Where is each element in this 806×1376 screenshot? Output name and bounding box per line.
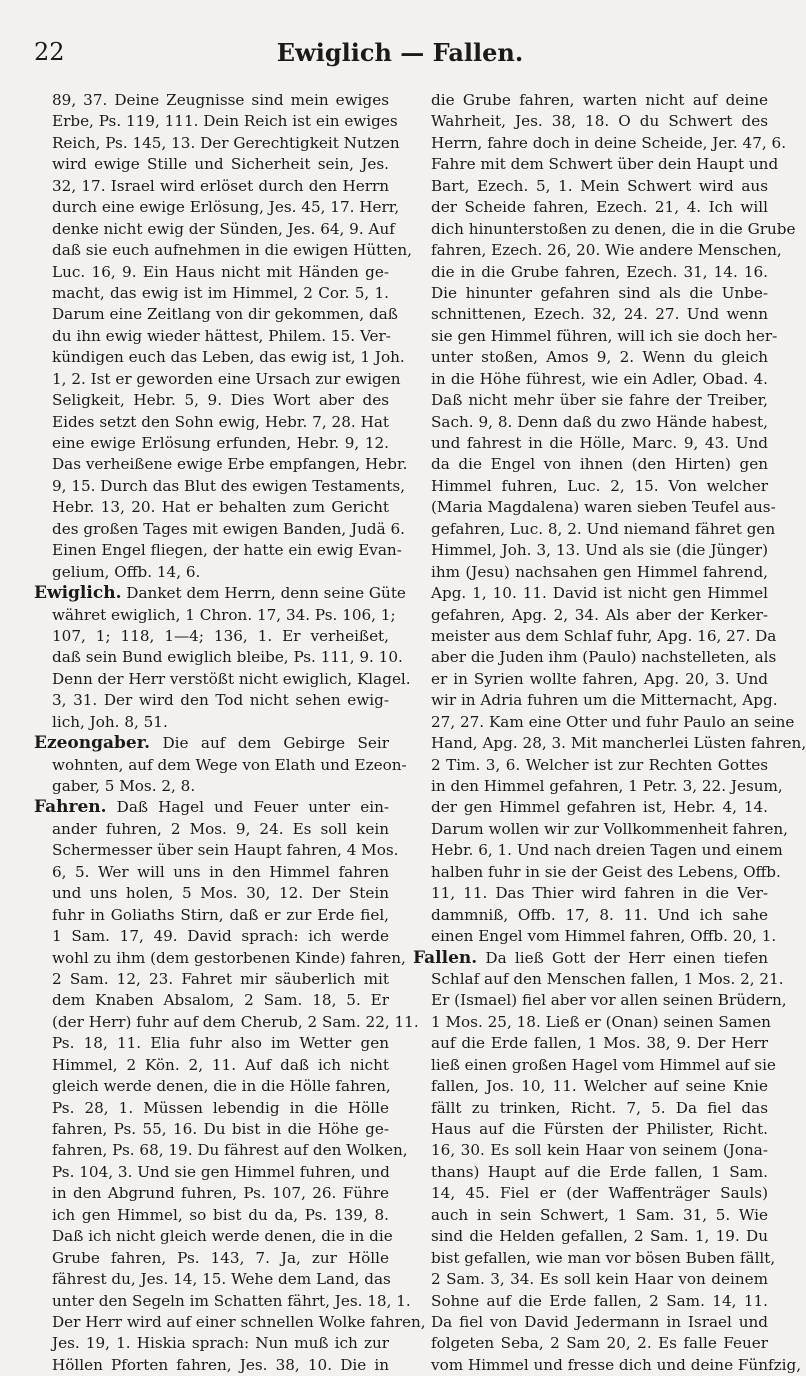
line-text: Himmel, 2 Kön. 2, 11. Auf daß ich nicht	[52, 1055, 389, 1074]
text-line	[34, 347, 405, 368]
line-text: 1 Mos. 25, 18. Ließ er (Onan) seinen Samen	[431, 1012, 771, 1031]
line-text: Ps. 28, 1. Müssen lebendig in die Hölle	[52, 1098, 389, 1117]
line-text: Der Herr wird auf einer schnellen Wolke fahren,	[52, 1312, 426, 1331]
text-line	[34, 1055, 389, 1076]
line-text: unter den Segeln im Schatten fährt, Jes. 18, 1.	[52, 1291, 411, 1310]
text-line	[34, 562, 389, 583]
line-text: durch eine ewige Erlösung, Jes. 45, 17. Herr,	[52, 198, 400, 217]
text-line	[413, 262, 768, 283]
line-text: kündigen euch das Leben, das ewig ist, 1 Joh.	[52, 348, 405, 367]
text-line	[34, 840, 399, 861]
text-line	[413, 1033, 768, 1054]
text-line	[34, 412, 389, 433]
line-text: Schlaf auf den Menschen fallen, 1 Mos. 2, 21.	[431, 969, 784, 988]
text-line	[34, 433, 389, 454]
text-line	[413, 562, 768, 583]
line-text: in den Himmel gefahren, 1 Petr. 3, 22. Jesum,	[431, 777, 783, 795]
line-text: Erbe, Ps. 119, 111. Dein Reich ist ein ewiges	[52, 112, 398, 131]
text-line	[413, 1076, 768, 1097]
line-text: in den Abgrund fuhren, Ps. 107, 26. Führe	[52, 1184, 389, 1203]
text-line	[413, 690, 778, 711]
line-text: Luc. 16, 9. Ein Haus nicht mit Händen ge-	[52, 262, 389, 281]
text-line	[413, 776, 783, 797]
text-line	[34, 605, 396, 626]
page-number: 22	[34, 38, 65, 66]
text-line	[34, 154, 389, 175]
text-line	[413, 390, 768, 411]
line-text: denke nicht ewig der Sünden, Jes. 64, 9. Auf	[52, 219, 395, 238]
line-text: Denn der Herr verstößt nicht ewiglich, Klagel.	[52, 669, 411, 688]
text-line	[34, 1205, 389, 1226]
line-text: aber die Juden ihm (Paulo) nachstelleten, als	[431, 648, 777, 667]
line-text: thans) Haupt auf die Erde fallen, 1 Sam.	[431, 1162, 768, 1181]
line-text: 27, 27. Kam eine Otter und fuhr Paulo an seine	[431, 712, 795, 731]
text-line	[413, 283, 768, 304]
line-text: ander fuhren, 2 Mos. 9, 24. Es soll kein	[52, 819, 389, 838]
line-text: Hebr. 13, 20. Hat er behalten zum Gericht	[52, 498, 389, 517]
line-text: 6, 5. Wer will uns in den Himmel fahren	[52, 862, 389, 881]
line-text: gelium, Offb. 14, 6.	[52, 562, 201, 581]
text-line	[413, 1269, 768, 1290]
line-text: (der Herr) fuhr auf dem Cherub, 2 Sam. 22, 11.	[52, 1012, 419, 1031]
text-line	[34, 862, 389, 883]
text-line	[413, 412, 768, 433]
line-text: schnittenen, Ezech. 32, 24. 27. Und wenn	[431, 305, 768, 324]
line-text: Die hinunter gefahren sind als die Unbe-	[431, 283, 768, 302]
text-line	[34, 905, 389, 926]
line-text: Höllen Pforten fahren, Jes. 38, 10. Die in	[52, 1355, 389, 1374]
line-text: folgeten Seba, 2 Sam 20, 2. Es falle Feuer	[431, 1334, 768, 1353]
text-line	[34, 111, 398, 132]
line-text: vom Himmel und fresse dich und deine Fünfzig,	[431, 1355, 802, 1374]
text-line	[413, 1055, 776, 1076]
line-text: fahren, Ps. 68, 19. Du fährest auf den Wolken,	[52, 1141, 408, 1160]
line-text: fährest du, Jes. 14, 15. Wehe dem Land, das	[52, 1270, 391, 1289]
text-line	[413, 133, 787, 154]
line-text: Darum wollen wir zur Vollkommenheit fahren,	[431, 819, 788, 838]
line-text: Eides setzt den Sohn ewig, Hebr. 7, 28. Hat	[52, 412, 389, 431]
text-line	[34, 90, 389, 111]
text-line	[34, 819, 389, 840]
text-line	[413, 840, 783, 861]
line-text: Haus auf die Fürsten der Philister, Richt.	[431, 1120, 768, 1138]
text-line	[413, 347, 768, 368]
text-line	[34, 948, 406, 969]
line-text: 2 Sam. 3, 34. Es soll kein Haar von deinem	[431, 1270, 768, 1289]
text-line	[413, 1312, 768, 1333]
line-text: Ps. 104, 3. Und sie gen Himmel fuhren, und	[52, 1162, 390, 1181]
text-line	[34, 262, 389, 283]
line-text: macht, das ewig ist im Himmel, 2 Cor. 5, 1.	[52, 283, 389, 302]
line-text: sie gen Himmel führen, will ich sie doch her-	[431, 326, 778, 345]
line-text: sind die Helden gefallen, 2 Sam. 1, 19. Du	[431, 1227, 768, 1246]
line-text: 9, 15. Durch das Blut des ewigen Testaments,	[52, 476, 406, 495]
text-line	[34, 1119, 389, 1140]
line-text: Daß nicht mehr über sie fahre der Treiber,	[431, 391, 768, 410]
text-line	[413, 111, 768, 132]
text-line	[413, 583, 768, 604]
line-text: 2 Sam. 12, 23. Fahret mir säuberlich mit	[52, 969, 389, 988]
line-text: Das verheißene ewige Erbe empfangen, Hebr.	[52, 455, 408, 474]
headword: Fallen.	[413, 947, 478, 968]
text-line	[34, 1162, 389, 1183]
line-text: Reich, Ps. 145, 13. Der Gerechtigkeit Nutzen	[52, 133, 400, 152]
text-line	[34, 1033, 389, 1054]
text-line	[413, 1355, 802, 1376]
text-line	[34, 497, 389, 518]
line-text: Grube fahren, Ps. 143, 7. Ja, zur Hölle	[52, 1248, 389, 1267]
text-line	[34, 712, 389, 733]
line-text: Fahre mit dem Schwert über dein Haupt und	[431, 155, 779, 174]
text-line	[34, 1098, 389, 1119]
text-line	[413, 626, 777, 647]
text-line	[413, 1098, 768, 1119]
line-text: Schermesser über sein Haupt fahren, 4 Mos.	[52, 841, 399, 860]
text-line	[34, 326, 389, 347]
text-line	[34, 476, 406, 497]
line-text: du ihn ewig wieder hättest, Philem. 15. Ver-	[52, 326, 391, 345]
line-text: meister aus dem Schlaf fuhr, Apg. 16, 27. Da	[431, 626, 777, 645]
text-line	[413, 712, 795, 733]
text-line	[413, 519, 776, 540]
line-text: 16, 30. Es soll kein Haar von seinem (Jona-	[431, 1141, 768, 1160]
text-line	[34, 240, 412, 261]
line-text: wird ewige Stille und Sicherheit sein, Jes.	[52, 155, 389, 174]
text-line	[413, 669, 768, 690]
text-line	[413, 1226, 768, 1247]
line-text: fahren, Ps. 55, 16. Du bist in die Höhe ge-	[52, 1120, 389, 1138]
line-text: daß sein Bund ewiglich bleibe, Ps. 111, 9. 10.	[52, 648, 403, 667]
text-line	[34, 647, 403, 668]
text-line	[34, 776, 389, 797]
line-text: gaber, 5 Mos. 2, 8.	[52, 777, 196, 795]
line-text: Bart, Ezech. 5, 1. Mein Schwert wird aus	[431, 176, 768, 195]
text-line	[34, 176, 389, 197]
text-line	[34, 390, 389, 411]
text-line	[413, 369, 768, 390]
text-line	[34, 369, 401, 390]
text-line	[413, 1248, 776, 1269]
text-line	[413, 219, 796, 240]
text-line	[34, 1140, 408, 1161]
line-text: 32, 17. Israel wird erlöset durch den Herrn	[52, 176, 389, 195]
text-line	[413, 197, 768, 218]
line-text: lich, Joh. 8, 51.	[52, 712, 168, 731]
line-text: Ps. 18, 11. Elia fuhr also im Wetter gen	[52, 1034, 389, 1053]
line-text: fahren, Ezech. 26, 20. Wie andere Menschen,	[431, 241, 782, 260]
text-line	[413, 1183, 768, 1204]
line-text: der gen Himmel gefahren ist, Hebr. 4, 14.	[431, 798, 768, 817]
text-line	[413, 497, 776, 518]
line-text: wohl zu ihm (dem gestorbenen Kinde) fahren,	[52, 948, 406, 967]
line-text: und uns holen, 5 Mos. 30, 12. Der Stein	[52, 884, 389, 903]
line-text: Daß Hagel und Feuer unter ein-	[106, 798, 389, 817]
text-line	[413, 733, 806, 754]
text-line	[34, 133, 400, 154]
line-text: Darum eine Zeitlang von dir gekommen, daß	[52, 305, 398, 324]
line-text: Seligkeit, Hebr. 5, 9. Dies Wort aber des	[52, 391, 389, 410]
line-text: daß sie euch aufnehmen in die ewigen Hütten,	[52, 241, 412, 260]
text-line	[413, 540, 768, 561]
text-line	[34, 755, 407, 776]
text-line	[34, 690, 389, 711]
text-line	[34, 1291, 411, 1312]
text-line	[34, 969, 389, 990]
line-text: in die Höhe führest, wie ein Adler, Obad. 4.	[431, 369, 768, 388]
text-line	[413, 433, 768, 454]
text-line	[413, 1333, 768, 1354]
line-text: er in Syrien wollte fahren, Apg. 20, 3. Und	[431, 669, 768, 688]
text-line	[34, 454, 408, 475]
text-line	[34, 540, 402, 561]
text-line	[413, 240, 782, 261]
text-line	[413, 454, 768, 475]
line-text: Einen Engel fliegen, der hatte ein ewig Evan-	[52, 541, 402, 560]
headword: Fahren.	[34, 797, 107, 818]
line-text: einen Engel vom Himmel fahren, Offb. 20, 1.	[431, 927, 777, 946]
headword: Ezeongaber.	[34, 733, 151, 754]
text-line	[413, 1205, 768, 1226]
line-text: Jes. 19, 1. Hiskia sprach: Nun muß ich zur	[52, 1334, 389, 1353]
headword: Ewiglich.	[34, 583, 122, 604]
text-line	[413, 1119, 768, 1140]
page-title: Ewiglich — Fallen.	[276, 38, 524, 67]
line-text: der Scheide fahren, Ezech. 21, 4. Ich will	[431, 198, 768, 217]
line-text: 3, 31. Der wird den Tod nicht sehen ewig-	[52, 691, 389, 710]
text-line	[34, 1226, 393, 1247]
entry-headword-line	[413, 948, 768, 969]
line-text: da die Engel von ihnen (den Hirten) gen	[431, 455, 768, 474]
text-line	[413, 797, 768, 818]
text-line	[413, 1012, 771, 1033]
line-text: Hebr. 6, 1. Und nach dreien Tagen und einem	[431, 841, 783, 860]
text-line	[34, 1269, 389, 1290]
line-text: Herrn, fahre doch in deine Scheide, Jer. 47, 6.	[431, 133, 787, 152]
line-text: halben fuhr in sie der Geist des Lebens, Offb.	[431, 862, 781, 881]
line-text: unter stoßen, Amos 9, 2. Wenn du gleich	[431, 348, 768, 367]
text-line	[34, 219, 395, 240]
text-line	[413, 755, 768, 776]
line-text: bist gefallen, wie man vor bösen Buben fällt,	[431, 1248, 776, 1267]
text-line	[413, 990, 787, 1011]
line-text: fuhr in Goliaths Stirn, daß er zur Erde fiel,	[52, 905, 389, 924]
text-line	[413, 1162, 768, 1183]
line-text: Himmel, Joh. 3, 13. Und als sie (die Jünger)	[431, 541, 768, 560]
line-text: 107, 1; 118, 1—4; 136, 1. Er verheißet,	[52, 626, 389, 645]
text-line	[413, 905, 768, 926]
right-column	[413, 90, 806, 1376]
entry-headword-line	[34, 733, 389, 754]
text-line	[34, 626, 389, 647]
line-text: ich gen Himmel, so bist du da, Ps. 139, 8.	[52, 1205, 389, 1224]
text-line	[413, 154, 779, 175]
text-line	[413, 1140, 768, 1161]
line-text: Da ließ Gott der Herr einen tiefen	[477, 948, 768, 967]
line-text: Apg. 1, 10. 11. David ist nicht gen Himmel	[431, 584, 768, 603]
text-line	[34, 990, 389, 1011]
text-line	[413, 326, 778, 347]
text-line	[34, 519, 405, 540]
text-line	[34, 1076, 389, 1097]
text-line	[34, 1355, 389, 1376]
line-text: gefahren, Apg. 2, 34. Als aber der Kerker-	[431, 605, 768, 624]
line-text: und fahrest in die Hölle, Marc. 9, 43. Und	[431, 434, 768, 452]
line-text: Himmel fuhren, Luc. 2, 15. Von welcher	[431, 476, 768, 495]
line-text: (Maria Magdalena) waren sieben Teufel aus-	[431, 498, 776, 517]
text-line	[413, 90, 768, 111]
left-column	[34, 90, 426, 1376]
line-text: 2 Tim. 3, 6. Welcher ist zur Rechten Gottes	[431, 755, 768, 774]
line-text: wir in Adria fuhren um die Mitternacht, Apg.	[431, 691, 778, 710]
line-text: gleich werde denen, die in die Hölle fahren,	[52, 1077, 391, 1096]
text-line	[34, 1248, 389, 1269]
text-line	[34, 197, 400, 218]
text-line	[413, 476, 768, 497]
text-line	[34, 304, 398, 325]
line-text: eine ewige Erlösung erfunden, Hebr. 9, 12.	[52, 434, 389, 452]
line-text: Daß ich nicht gleich werde denen, die in die	[52, 1227, 393, 1246]
text-line	[413, 969, 784, 990]
line-text: gefahren, Luc. 8, 2. Und niemand fähret gen	[431, 519, 776, 538]
text-line	[34, 1183, 389, 1204]
line-text: währet ewiglich, 1 Chron. 17, 34. Ps. 106, 1;	[52, 605, 396, 624]
line-text: Er (Ismael) fiel aber vor allen seinen Brüdern,	[431, 991, 787, 1010]
text-line	[413, 926, 777, 947]
line-text: 11, 11. Das Thier wird fahren in die Ver-	[431, 884, 768, 903]
line-text: 1 Sam. 17, 49. David sprach: ich werde	[52, 927, 389, 946]
text-line	[413, 647, 777, 668]
line-text: dem Knaben Absalom, 2 Sam. 18, 5. Er	[52, 991, 389, 1010]
line-text: fällt zu trinken, Richt. 7, 5. Da fiel das	[431, 1098, 768, 1117]
text-line	[413, 883, 768, 904]
line-text: die Grube fahren, warten nicht auf deine	[431, 91, 768, 109]
line-text: des großen Tages mit ewigen Banden, Judä 6.	[52, 519, 405, 538]
entry-headword-line	[34, 797, 389, 818]
page-header	[34, 38, 766, 78]
line-text: die in die Grube fahren, Ezech. 31, 14. 16.	[431, 262, 768, 281]
line-text: Sohne auf die Erde fallen, 2 Sam. 14, 11.	[431, 1291, 768, 1310]
text-line	[413, 819, 788, 840]
text-line	[413, 176, 768, 197]
line-text: Wahrheit, Jes. 38, 18. O du Schwert des	[431, 112, 768, 131]
text-line	[34, 669, 411, 690]
line-text: Die auf dem Gebirge Seir	[150, 734, 389, 753]
text-line	[34, 1012, 419, 1033]
line-text: fallen, Jos. 10, 11. Welcher auf seine Knie	[431, 1077, 768, 1096]
line-text: 89, 37. Deine Zeugnisse sind mein ewiges	[52, 91, 389, 109]
text-line	[34, 283, 389, 304]
line-text: ließ einen großen Hagel vom Himmel auf sie	[431, 1055, 776, 1074]
line-text: Sach. 9, 8. Denn daß du zwo Hände habest,	[431, 412, 768, 431]
line-text: Da fiel von David Jedermann in Israel und	[431, 1312, 768, 1331]
line-text: Hand, Apg. 28, 3. Mit mancherlei Lüsten fahren,	[431, 734, 806, 753]
line-text: wohnten, auf dem Wege von Elath und Ezeon-	[52, 755, 407, 774]
line-text: 1, 2. Ist er geworden eine Ursach zur ewigen	[52, 369, 401, 388]
line-text: dich hinunterstoßen zu denen, die in die Grube	[431, 219, 796, 238]
text-line	[413, 862, 781, 883]
text-line	[34, 1312, 426, 1333]
line-text: ihm (Jesu) nachsahen gen Himmel fahrend,	[431, 562, 768, 581]
entry-headword-line	[34, 583, 406, 604]
text-line	[413, 605, 768, 626]
text-line	[413, 304, 768, 325]
text-line	[413, 1291, 768, 1312]
line-text: 14, 45. Fiel er (der Waffenträger Sauls)	[431, 1184, 768, 1203]
text-line	[34, 1333, 389, 1354]
line-text: auch in sein Schwert, 1 Sam. 31, 5. Wie	[431, 1205, 768, 1224]
text-line	[34, 926, 389, 947]
text-line	[34, 883, 389, 904]
line-text: dammniß, Offb. 17, 8. 11. Und ich sahe	[431, 905, 768, 924]
line-text: Danket dem Herrn, denn seine Güte	[121, 584, 406, 603]
line-text: auf die Erde fallen, 1 Mos. 38, 9. Der Herr	[431, 1034, 768, 1053]
